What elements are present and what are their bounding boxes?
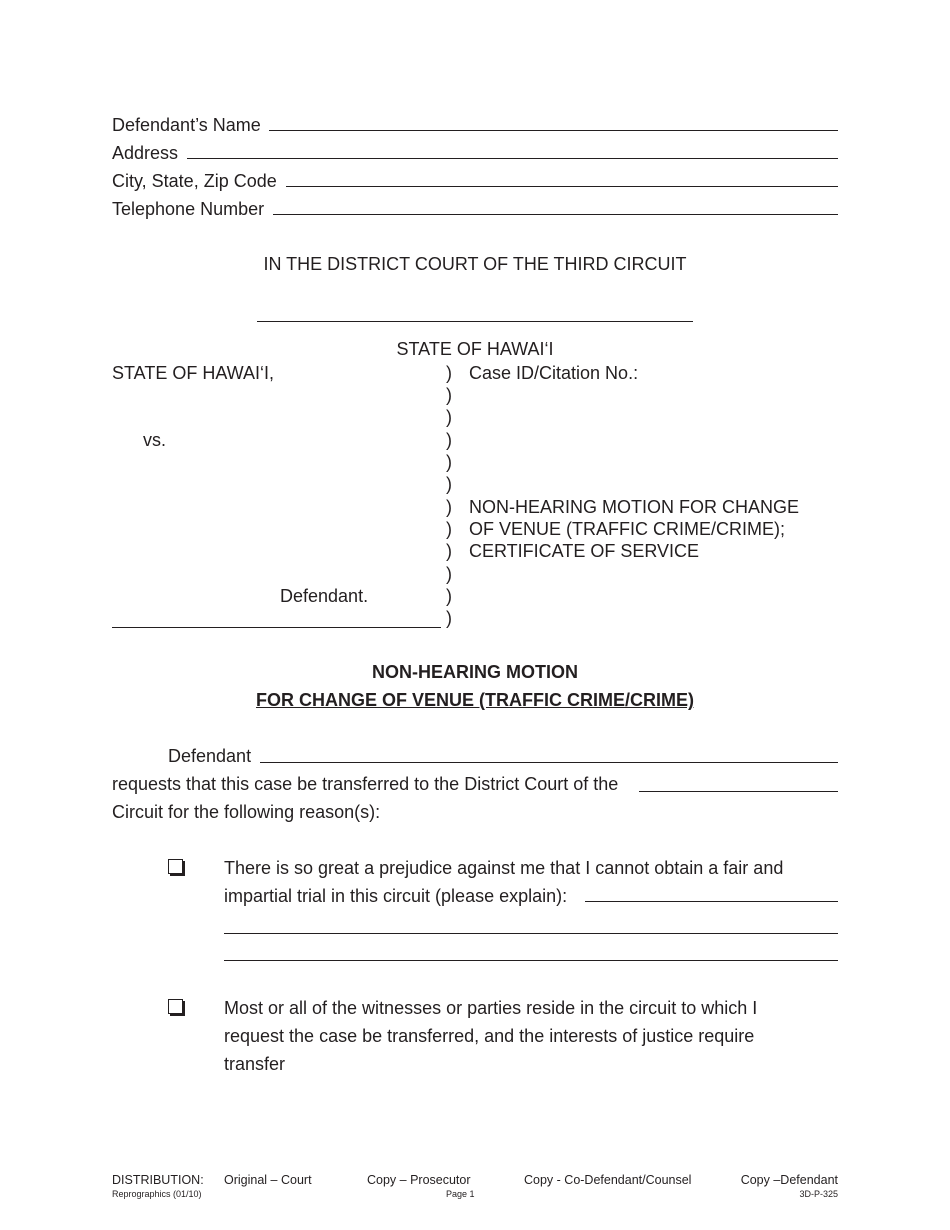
document-title-line: CERTIFICATE OF SERVICE <box>469 541 700 561</box>
distribution-codefendant: Copy - Co-Defendant/Counsel <box>524 1173 692 1187</box>
caption-paren: ) <box>446 430 452 450</box>
prejudice-explanation-field[interactable] <box>585 901 838 902</box>
city-state-zip-field[interactable] <box>286 186 838 187</box>
prejudice-reason-text: There is so great a prejudice against me that I cannot obtain a fair and <box>224 858 784 878</box>
state-name-center: STATE OF HAWAI‘I <box>396 339 554 359</box>
circuit-name-input[interactable] <box>639 791 838 792</box>
caption-paren: ) <box>446 452 452 472</box>
address-label: Address <box>112 143 179 163</box>
witnesses-reason-text: transfer <box>224 1054 286 1074</box>
court-title: IN THE DISTRICT COURT OF THE THIRD CIRCUIT <box>263 254 687 274</box>
distribution-defendant: Copy –Defendant <box>740 1173 838 1187</box>
prejudice-explanation-field[interactable] <box>224 960 838 961</box>
distribution-prosecutor: Copy – Prosecutor <box>367 1173 471 1187</box>
prejudice-checkbox[interactable] <box>168 859 183 874</box>
distribution-label: DISTRIBUTION: <box>112 1173 204 1187</box>
prejudice-explanation-field[interactable] <box>224 933 838 934</box>
distribution-original: Original – Court <box>224 1173 312 1187</box>
caption-paren: ) <box>446 541 452 561</box>
defendant-name-label: Defendant’s Name <box>112 115 261 135</box>
telephone-label: Telephone Number <box>112 199 265 219</box>
document-title-line: NON-HEARING MOTION FOR CHANGE <box>469 497 800 517</box>
caption-paren: ) <box>446 519 452 539</box>
document-title-line: OF VENUE (TRAFFIC CRIME/CRIME); <box>469 519 785 539</box>
case-id-label: Case ID/Citation No.: <box>469 363 639 383</box>
caption-paren: ) <box>446 586 452 606</box>
court-name-field[interactable] <box>257 321 693 322</box>
caption-paren: ) <box>446 497 452 517</box>
versus-label: vs. <box>143 430 167 450</box>
caption-paren: ) <box>446 407 452 427</box>
caption-paren: ) <box>446 608 452 628</box>
witnesses-reason-text: request the case be transferred, and the interests of justice require <box>224 1026 755 1046</box>
city-state-zip-label: City, State, Zip Code <box>112 171 277 191</box>
reasons-intro-text: Circuit for the following reason(s): <box>112 802 381 822</box>
defendant-name-input[interactable] <box>260 762 838 763</box>
prejudice-reason-text: impartial trial in this circuit (please explain): <box>224 886 568 906</box>
witnesses-reason-text: Most or all of the witnesses or parties reside in the circuit to which I <box>224 998 758 1018</box>
caption-paren: ) <box>446 474 452 494</box>
motion-heading: NON-HEARING MOTION <box>372 662 578 682</box>
page-number: Page 1 <box>446 1189 475 1199</box>
defendant-caption-label: Defendant. <box>280 586 369 606</box>
caption-paren: ) <box>446 363 452 383</box>
telephone-field[interactable] <box>273 214 838 215</box>
defendant-label: Defendant <box>168 746 252 766</box>
witnesses-checkbox[interactable] <box>168 999 183 1014</box>
caption-paren: ) <box>446 385 452 405</box>
plaintiff-name: STATE OF HAWAI‘I, <box>112 363 274 383</box>
address-field[interactable] <box>187 158 838 159</box>
caption-paren: ) <box>446 564 452 584</box>
form-number: 3D-P-325 <box>799 1189 838 1199</box>
motion-subheading: FOR CHANGE OF VENUE (TRAFFIC CRIME/CRIME) <box>256 690 694 710</box>
reprographics-note: Reprographics (01/10) <box>112 1189 202 1199</box>
defendant-caption-field[interactable] <box>112 627 441 628</box>
defendant-name-field[interactable] <box>269 130 838 131</box>
transfer-request-text: requests that this case be transferred to the District Court of the <box>112 774 619 794</box>
